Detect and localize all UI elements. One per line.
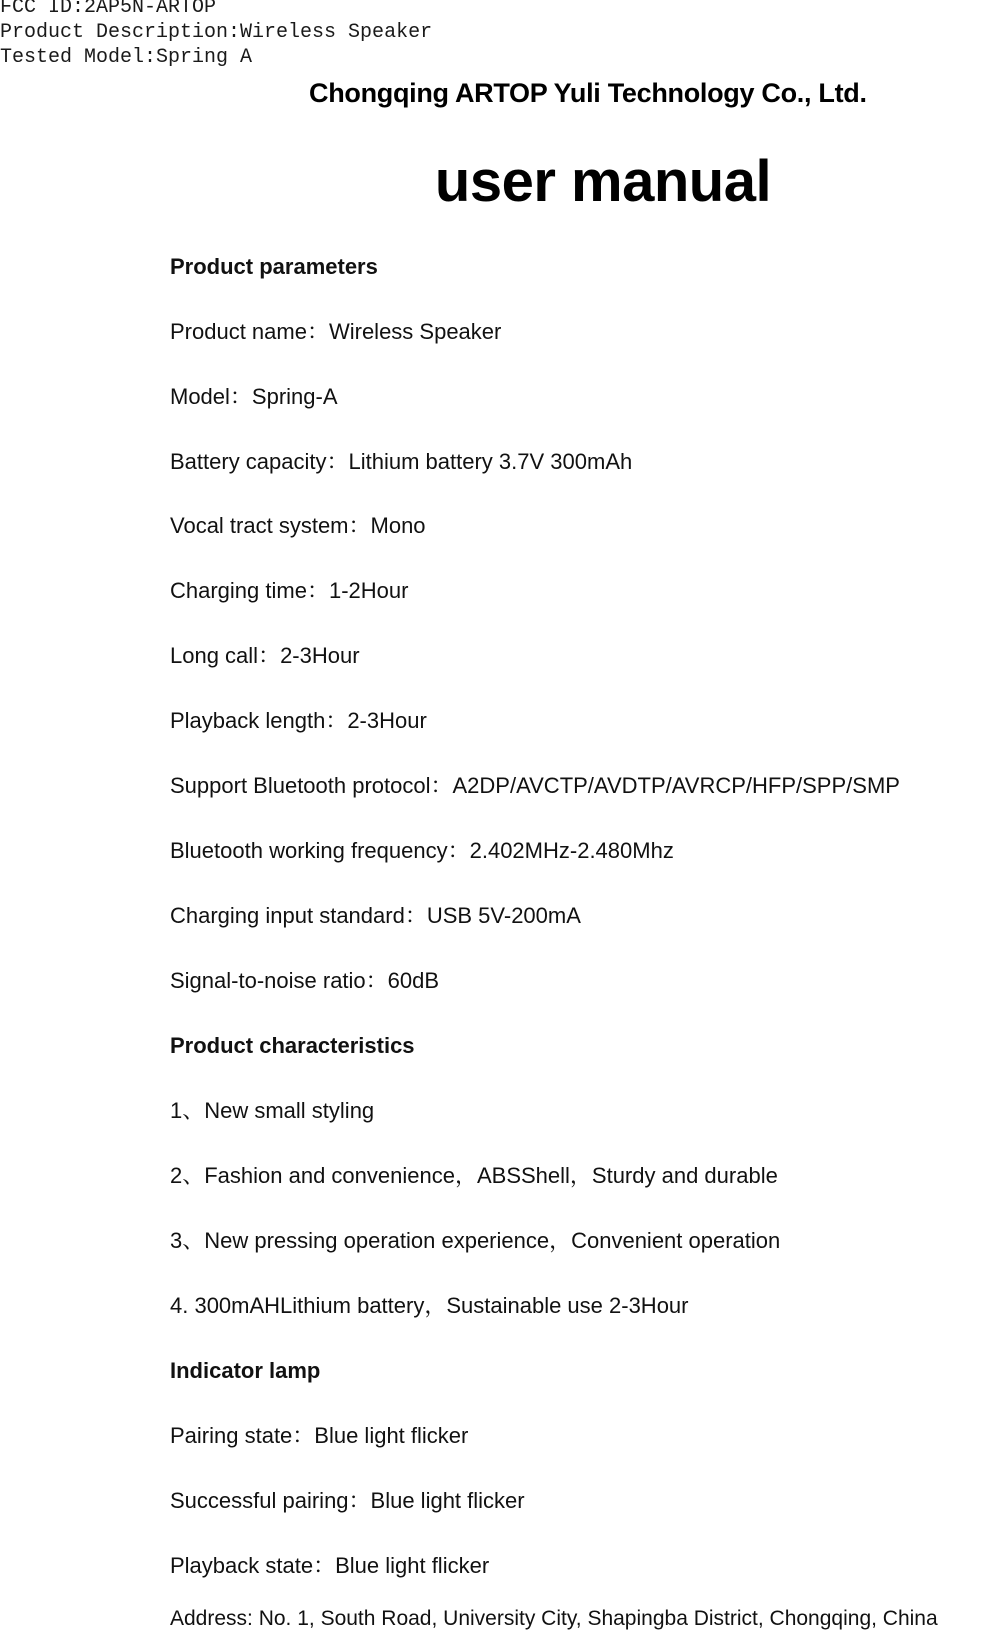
parameter-product-name: Product name：Wireless Speaker — [170, 319, 502, 344]
indicator-pairing-state: Pairing state：Blue light flicker — [170, 1423, 469, 1448]
characteristic-item: 1、New small styling — [170, 1098, 375, 1123]
characteristic-item: 2、Fashion and convenience，ABSShell，Sturdy and durable — [170, 1163, 778, 1188]
parameter-bluetooth-frequency: Bluetooth working frequency：2.402MHz-2.480Mhz — [170, 838, 674, 863]
company-address: Address: No. 1, South Road, University City, Shapingba District, Chongqing, China — [170, 1607, 938, 1630]
fcc-id-line: FCC ID:2AP5N-ARTOP — [0, 0, 217, 19]
company-name: Chongqing ARTOP Yuli Technology Co., Ltd. — [309, 78, 867, 108]
parameter-model: Model：Spring-A — [170, 384, 338, 409]
tested-model-line: Tested Model:Spring A — [0, 46, 253, 69]
parameter-signal-to-noise: Signal-to-noise ratio：60dB — [170, 968, 440, 993]
parameter-battery-capacity: Battery capacity：Lithium battery 3.7V 300mAh — [170, 449, 633, 474]
product-description-line: Product Description:Wireless Speaker — [0, 21, 433, 44]
parameter-charging-input: Charging input standard：USB 5V-200mA — [170, 903, 581, 928]
parameter-bluetooth-protocol: Support Bluetooth protocol：A2DP/AVCTP/AVDTP/AVRCP/HFP/SPP/SMP — [170, 773, 900, 798]
indicator-lamp-heading: Indicator lamp — [170, 1358, 321, 1383]
parameter-long-call: Long call：2-3Hour — [170, 643, 360, 668]
product-characteristics-heading: Product characteristics — [170, 1033, 415, 1058]
characteristic-item: 3、New pressing operation experience，Convenient operation — [170, 1228, 781, 1253]
indicator-successful-pairing: Successful pairing：Blue light flicker — [170, 1488, 525, 1513]
parameter-playback-length: Playback length：2-3Hour — [170, 708, 427, 733]
indicator-playback-state: Playback state：Blue light flicker — [170, 1553, 490, 1578]
characteristic-item: 4. 300mAHLithium battery，Sustainable use 2-3Hour — [170, 1293, 689, 1318]
parameter-charging-time: Charging time：1-2Hour — [170, 578, 409, 603]
product-parameters-heading: Product parameters — [170, 254, 378, 279]
document-title: user manual — [434, 149, 772, 214]
parameter-vocal-tract-system: Vocal tract system：Mono — [170, 513, 426, 538]
